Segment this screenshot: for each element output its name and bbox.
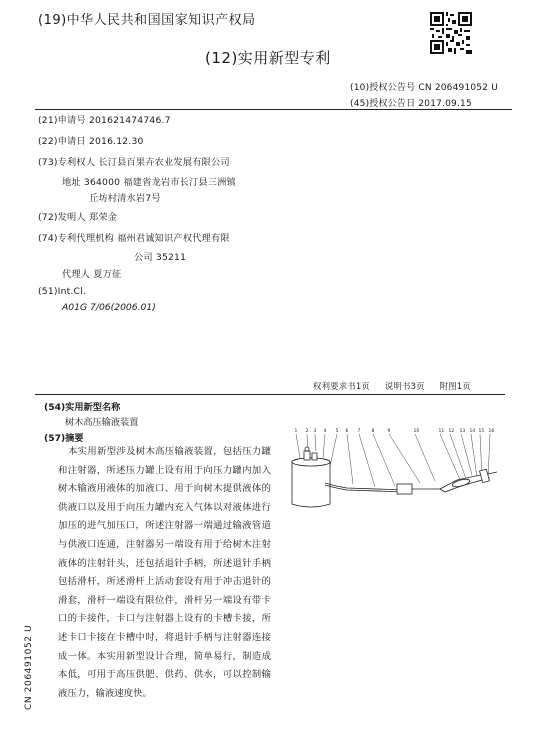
ipc-code: A01G 7/06(2006.01) (62, 302, 156, 313)
figure-reference-label: 7 (357, 429, 361, 434)
figure-reference-label: 11 (438, 429, 445, 434)
abstract-text: 本实用新型涉及树木高压输液装置，包括压力罐和注射器，所述压力罐上设有用于向压力罐内加入树木输液用液体的加液口、用于向树木提供液体的供液口以及用于向压力罐内充入气体以对液体进行加压的进气加压口，所述注射器一端通过输液管道与供液口连通，注射器另一端设有用于给树木注射液体的注射针头，还包括退针手柄，所述退针手柄包括滑杆，所述滑杆上活动套设有用于冲击退针的滑套，滑杆一端设有限位件，滑杆另一端设有带卡口的卡接件，卡口与注射器上设有的卡槽卡接，所述卡口卡接在卡槽中时，将退针手柄与注射器连接成一体。本实用新型设计合理，简单易行，制造成本低，可用于高压供肥、供药、供水，可以控制输液压力，输液速度快。 (58, 446, 271, 699)
publication-number: (10)授权公告号 CN 206491052 U (350, 83, 498, 93)
claims-pages: 权利要求书1页 (313, 381, 370, 391)
figure-reference-label: 6 (345, 429, 349, 434)
publication-date: (45)授权公告日 2017.09.15 (350, 99, 472, 109)
figure-reference-label: 10 (413, 429, 420, 434)
figure-reference-label: 8 (371, 429, 375, 434)
figure-reference-label: 13 (459, 429, 466, 434)
figure-reference-label: 4 (323, 429, 327, 434)
issuing-office: (19)中华人民共和国国家知识产权局 (38, 13, 256, 28)
patent-agency: (74)专利代理机构 福州君诚知识产权代理有限 (38, 233, 230, 244)
figure-reference-label: 5 (335, 429, 339, 434)
qr-code-icon (430, 12, 472, 54)
application-date: (22)申请日 2016.12.30 (38, 136, 144, 147)
document-type: (12)实用新型专利 (205, 49, 331, 67)
patentee-address-cont: 丘坊村清水岩7号 (89, 193, 161, 204)
patentee: (73)专利权人 长汀县百果卉农业发展有限公司 (38, 157, 230, 168)
application-number: (21)申请号 201621474746.7 (38, 115, 171, 126)
figure-reference-label: 16 (488, 429, 495, 434)
utility-name-label: (54)实用新型名称 (44, 402, 121, 413)
page-counts (313, 380, 483, 392)
section-divider (35, 394, 505, 395)
figure-reference-label: 1 (294, 429, 298, 434)
figure-reference-label: 3 (313, 429, 317, 434)
description-pages: 说明书3页 (384, 381, 425, 391)
figure-reference-label: 12 (448, 429, 455, 434)
inventor: (72)发明人 郑荣金 (38, 212, 118, 223)
device-drawing-icon (285, 426, 503, 526)
figure-reference-label: 2 (305, 429, 309, 434)
int-classification-label: (51)Int.Cl. (38, 286, 87, 297)
side-publication-number: CN 206491052 U (24, 624, 34, 710)
patentee-address: 地址 364000 福建省龙岩市长汀县三洲镇 (62, 177, 236, 188)
figure-reference-label: 9 (387, 429, 391, 434)
patent-agent: 代理人 夏万征 (62, 269, 122, 280)
abstract-label: (57)摘要 (44, 433, 84, 444)
drawings-pages: 附图1页 (439, 381, 471, 391)
utility-name: 树木高压输液装置 (65, 417, 139, 428)
header-divider (35, 109, 512, 110)
figure-reference-label: 15 (478, 429, 485, 434)
patent-agency-cont: 公司 35211 (134, 252, 187, 263)
figure-reference-label: 14 (469, 429, 476, 434)
